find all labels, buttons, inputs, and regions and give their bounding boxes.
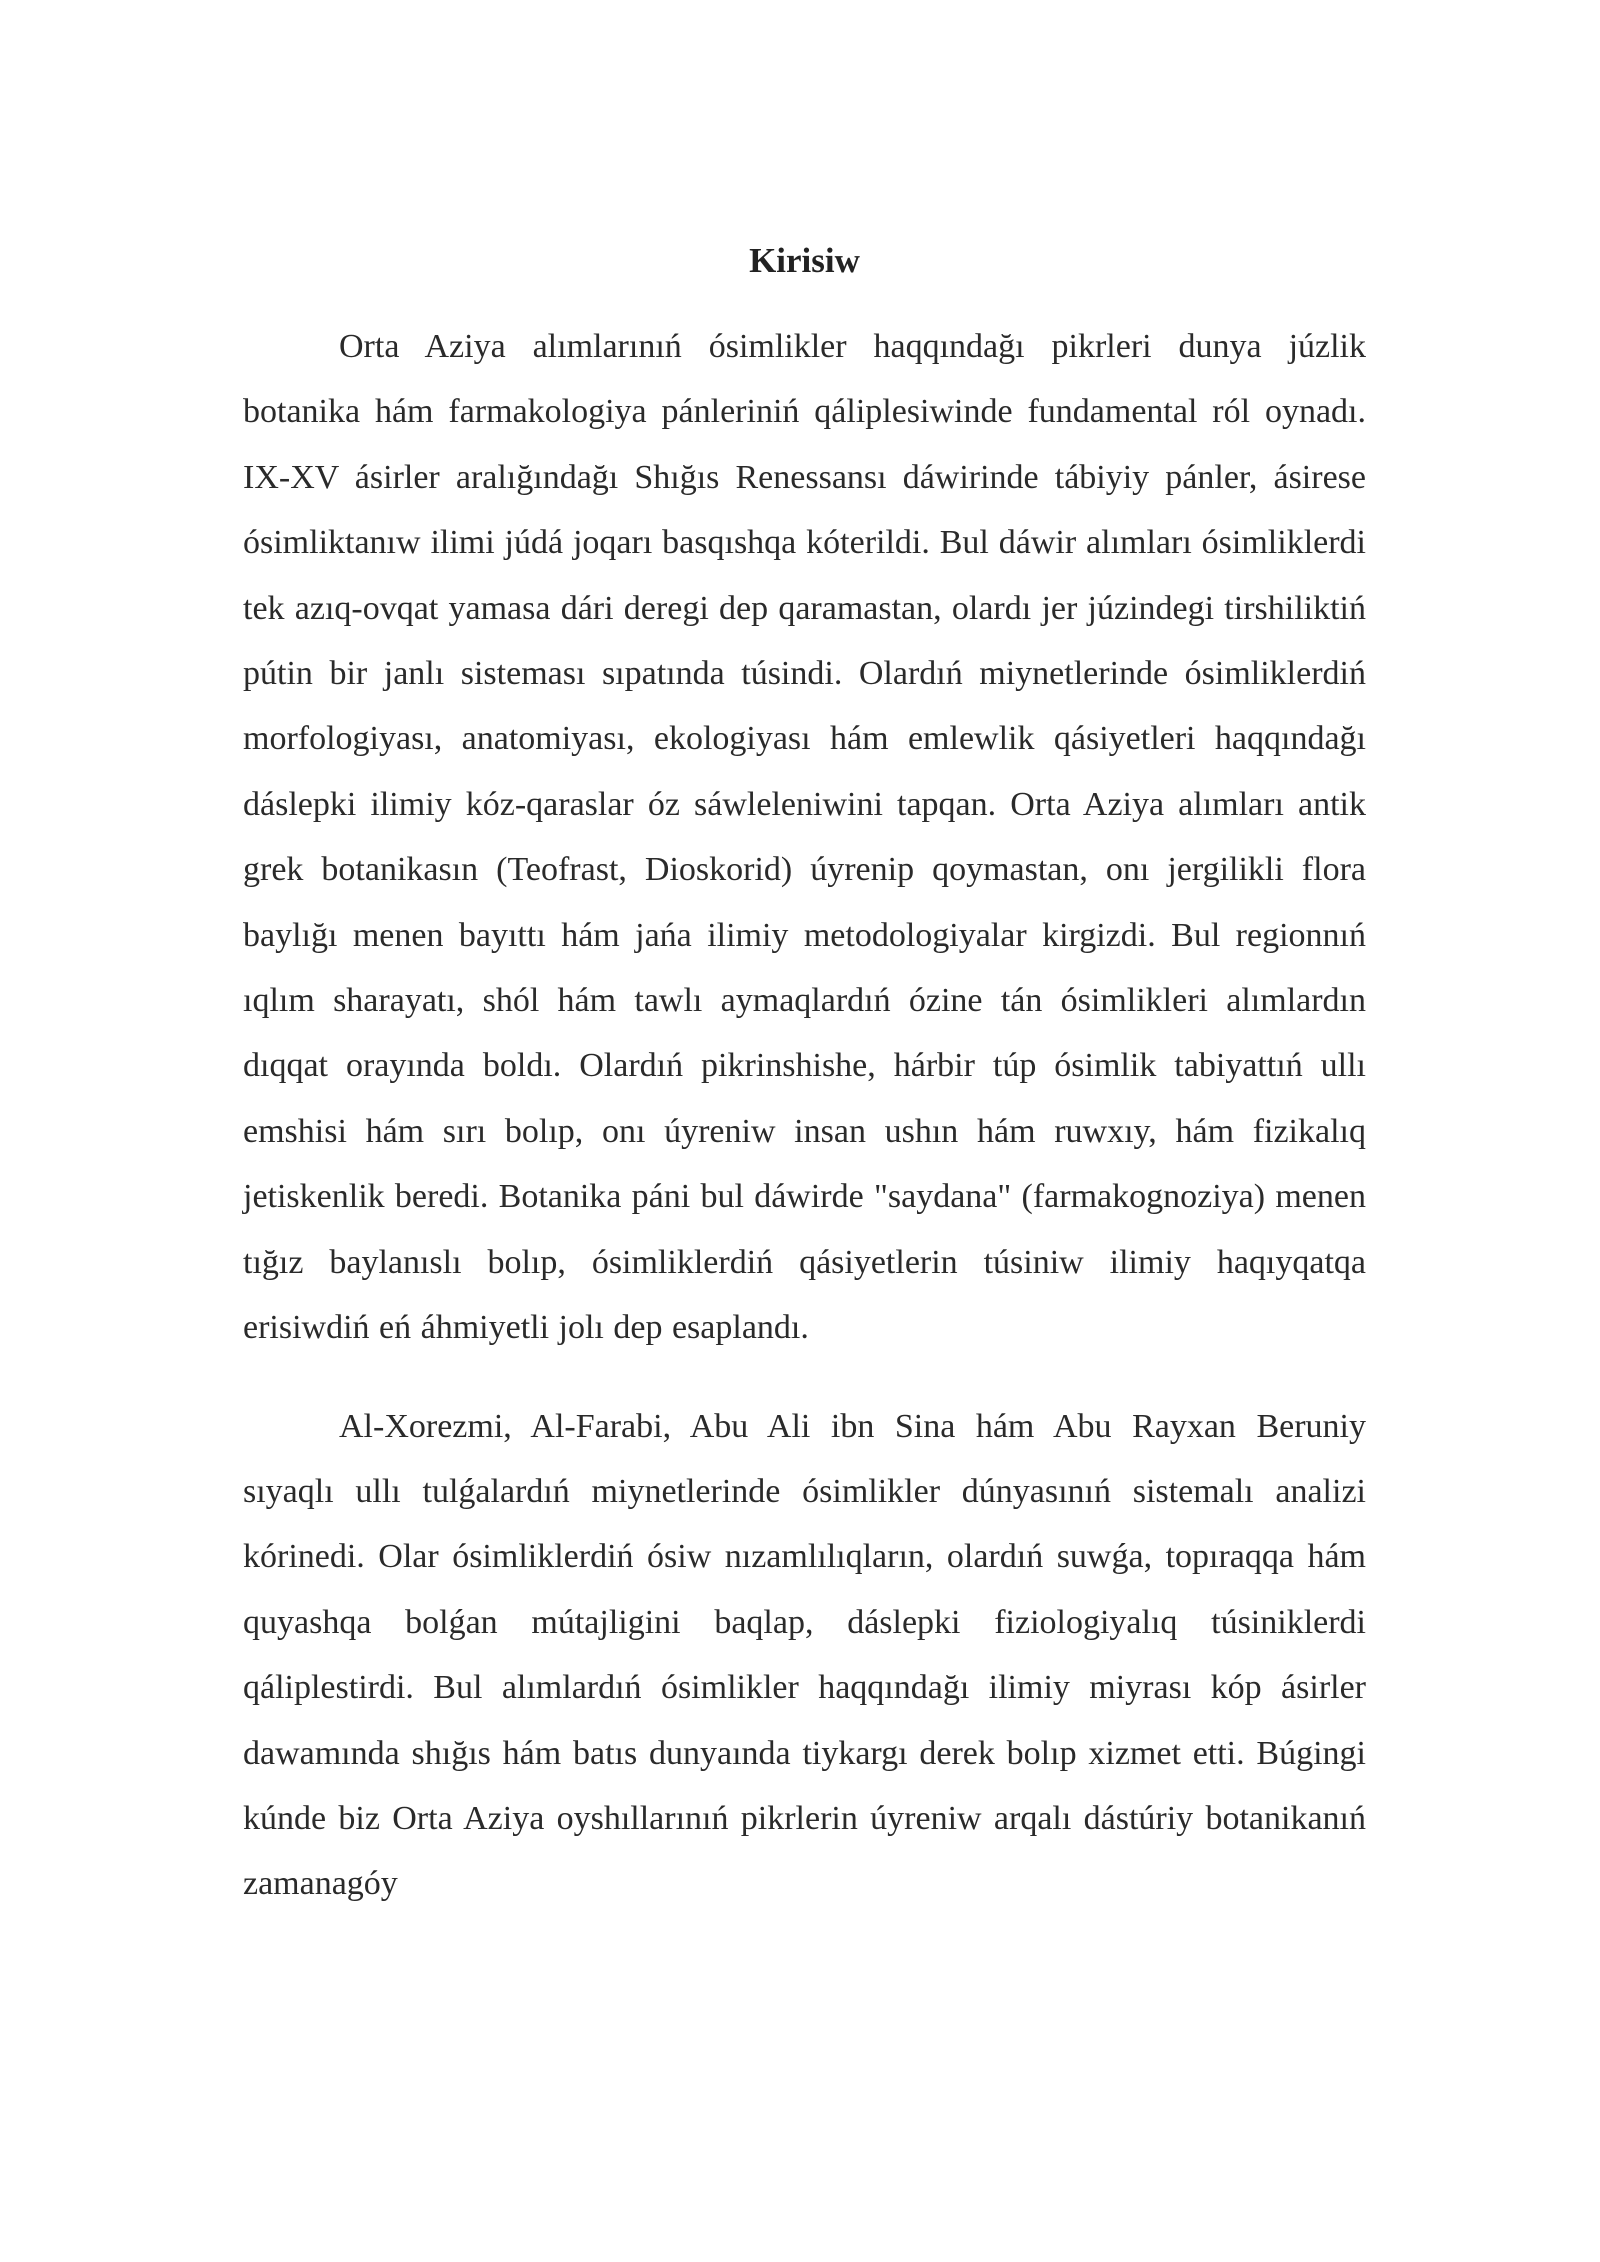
paragraph-1: Orta Aziya alımlarınıń ósimlikler haqqındağı pikrleri dunya júzlik botanika hám farmakologiya pánleriniń qáliplesiwinde fundamental ról oynadı. IX-XV ásirler aralığındağı Shığıs Renessansı dáwirinde tábiyiy pánler, ásirese ósimliktanıw ilimi júdá joqarı basqıshqa kóterildi. Bul dáwir alımları ósimliklerdi tek azıq-ovqat yamasa dári deregi dep qaramastan, olardı jer júzindegi tirshiliktiń pútin bir janlı sisteması sıpatında túsindi. Olardıń miynetlerinde ósimliklerdiń morfologiyası, anatomiyası, ekologiyası hám emlewlik qásiyetleri haqqındağı dáslepki ilimiy kóz-qaraslar óz sáwleleniwini tapqan. Orta Aziya alımları antik grek botanikasın (Teofrast, Dioskorid) úyrenip qoymastan, onı jergilikli flora baylığı menen bayıttı hám jańa ilimiy metodologiyalar kirgizdi. Bul regionnıń ıqlım sharayatı, shól hám tawlı aymaqlardıń ózine tán ósimlikleri alımlardın dıqqat orayında boldı. Olardıń pikrinshishe, hárbir túp ósimlik tabiyattıń ullı emshisi hám sırı bolıp, onı úyreniw insan ushın hám ruwxıy, hám fizikalıq jetiskenlik beredi. Botanika páni bul dáwirde "saydana" (farmakognoziya) menen tığız baylanıslı bolıp, ósimliklerdiń qásiyetlerin túsiniw ilimiy haqıyqatqa erisiwdiń eń áhmiyetli jolı dep esaplandı. — [243, 328, 1366, 1347]
paragraph-2: Al-Xorezmi, Al-Farabi, Abu Ali ibn Sina hám Abu Rayxan Beruniy sıyaqlı ullı tulǵalardıń miynetlerinde ósimlikler dúnyasınıń sistemalı analizi kórinedi. Olar ósimliklerdiń ósiw nızamlılıqların, olardıń suwǵa, topıraqqa hám quyashqa bolǵan mútajligini baqlap, dáslepki fiziologiyalıq túsiniklerdi qáliplestirdi. Bul alımlardıń ósimlikler haqqındağı ilimiy miyrası kóp ásirler dawamında shığıs hám batıs dunyaında tiykargı derek bolıp xizmet etti. Búgingi kúnde biz Orta Aziya oyshıllarınıń pikrlerin úyreniw arqalı dástúriy botanikanıń zamanagóy — [243, 1407, 1366, 1903]
document-body — [243, 236, 1366, 1917]
document-title: Kirisiw — [749, 241, 860, 280]
